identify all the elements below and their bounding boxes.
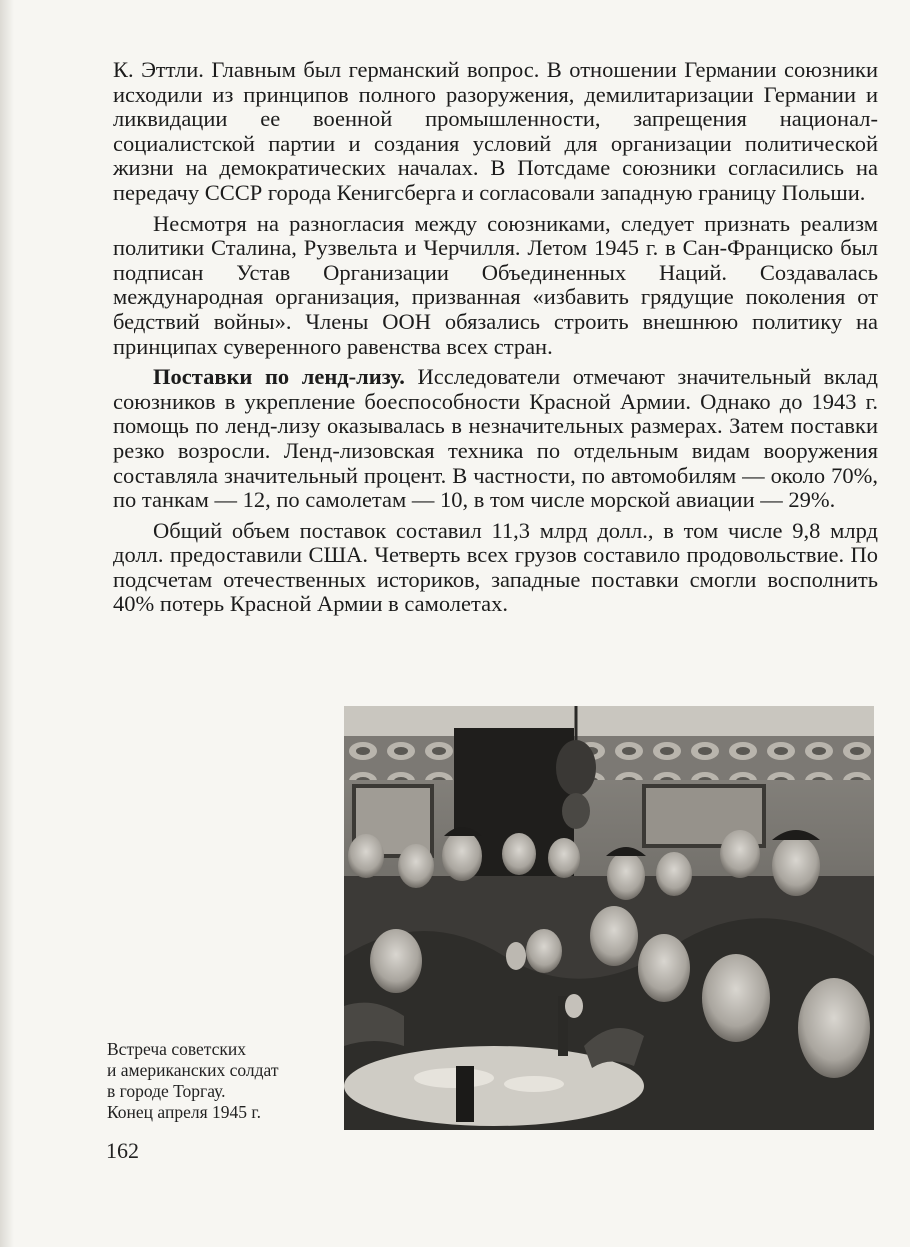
photo-soldiers-meeting <box>344 706 874 1130</box>
caption-line-1: Встреча советских <box>107 1039 247 1059</box>
paragraph-3 <box>113 365 878 513</box>
paragraph-4 <box>113 519 878 617</box>
body-text <box>113 58 878 623</box>
paragraph-2 <box>113 212 878 360</box>
paragraph-1-text: К. Эттли. Главным был германский вопрос. В отношении Германии союзники исходили из принципов полного разоружения, демилитаризации Германии и ликвидации ее военной промышленности, запрещения национал-социалистской партии и создания условий для организации политической жизни на демократических началах. В Потсдаме союзники согласились на передачу СССР города Кенигсберга и согласовали западную границу Польши. <box>113 57 878 205</box>
page-edge-shadow <box>0 0 14 1247</box>
paragraph-1 <box>113 58 878 206</box>
caption-line-4: Конец апреля 1945 г. <box>107 1102 261 1122</box>
paragraph-3-text: Исследователи отмечают значительный вклад союзников в укрепление боеспособности Красной Армии. Однако до 1943 г. помощь по ленд-лизу оказывалась в незначительных размерах. Затем поставки резко возросли. Ленд-лизовская техника по отдельным видам вооружения составляла значительный процент. В частности, по автомобилям — около 70%, по танкам — 12, по самолетам — 10, в том числе морской авиации — 29%. <box>113 364 878 513</box>
caption-line-2: и американских солдат <box>107 1060 279 1080</box>
page-number: 162 <box>106 1138 139 1163</box>
paragraph-4-text: Общий объем поставок составил 11,3 млрд долл., в том числе 9,8 млрд долл. предоставили США. Четверть всех грузов составило продовольствие. По подсчетам отечественных историков, западные поставки смогли восполнить 40% потерь Красной Армии в самолетах. <box>113 517 878 617</box>
caption-line-3: в городе Торгау. <box>107 1081 226 1101</box>
paragraph-2-text: Несмотря на разногласия между союзниками, следует признать реализм политики Сталина, Рузвельта и Черчилля. Летом 1945 г. в Сан-Франциско был подписан Устав Организации Объединенных Наций. Создавалась международная организация, призванная «избавить грядущие поколения от бедствий войны». Члены ООН обязались строить внешнюю политику на принципах суверенного равенства всех стран. <box>113 210 878 359</box>
paragraph-3-lead: Поставки по ленд-лизу. <box>153 364 405 390</box>
photo-caption <box>107 1039 332 1123</box>
